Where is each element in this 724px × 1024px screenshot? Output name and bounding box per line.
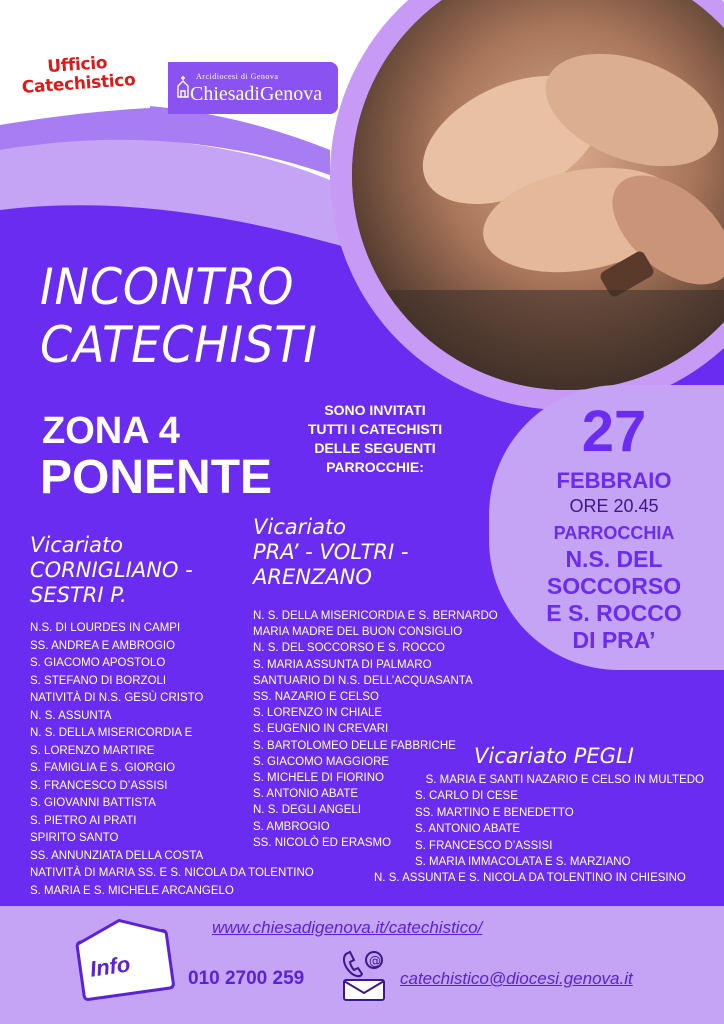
list-item: S. FRANCESCO D’ASSISI xyxy=(415,839,553,852)
list-item: N. S. DEL SOCCORSO E S. ROCCO xyxy=(253,642,445,655)
list-item: SS. ANNUNZIATA DELLA COSTA xyxy=(30,849,204,862)
list-item: S. FAMIGLIA E S. GIORGIO xyxy=(30,762,176,774)
list-item: N. S. ASSUNTA E S. NICOLA DA TOLENTINO IN CHIESINO xyxy=(374,872,686,885)
list-item: SS. ANDREA E AMBROGIO xyxy=(30,639,176,652)
list-item: SS. NICOLÒ ED ERASMO xyxy=(253,836,392,849)
list-item: MARIA MADRE DEL BUON CONSIGLIO xyxy=(253,626,463,639)
list-item: S. MARIA ASSUNTA DI PALMARO xyxy=(253,658,432,671)
event-day: 27 xyxy=(581,399,647,464)
vicariate-title-pegli xyxy=(474,744,634,769)
list-item: S. MARIA E SANTI NAZARIO E CELSO IN MULTEDO xyxy=(425,774,704,786)
list-item: SS. MARTINO E BENEDETTO xyxy=(415,806,574,819)
place-line: E S. ROCCO xyxy=(546,600,682,626)
list-item: N.S. DI LOURDES IN CAMPI xyxy=(30,622,181,634)
invitation-line: SONO INVITATI xyxy=(324,402,426,418)
vicariate-title-line: Vicariato PEGLI xyxy=(474,744,634,768)
svg-text:@: @ xyxy=(369,954,381,968)
event-month: FEBBRAIO xyxy=(556,468,672,493)
place-line: N.S. DEL xyxy=(565,546,663,572)
vicariate-title-pra xyxy=(253,515,408,590)
list-item: S. GIOVANNI BATTISTA xyxy=(30,797,156,809)
place-line: SOCCORSO xyxy=(546,573,682,599)
list-item: N. S. ASSUNTA xyxy=(30,709,112,722)
list-item: S. CARLO DI CESE xyxy=(415,790,518,803)
area-label: PONENTE xyxy=(40,451,273,504)
list-item: S. MARIA E S. MICHELE ARCANGELO xyxy=(30,884,234,897)
list-item: SANTUARIO DI N.S. DELL’ACQUASANTA xyxy=(253,674,473,687)
list-item: NATIVITÀ DI N.S. GESÙ CRISTO xyxy=(30,692,204,704)
contact-icon xyxy=(340,948,388,1004)
event-place xyxy=(489,546,724,654)
event-title xyxy=(40,258,318,374)
list-item: S. STEFANO DI BORZOLI xyxy=(30,674,167,687)
list-item: S. LORENZO MARTIRE xyxy=(30,744,155,757)
list-item: SS. NAZARIO E CELSO xyxy=(253,691,379,704)
invitation-line: PARROCCHIE: xyxy=(326,459,424,475)
list-item: N. S. DEGLI ANGELI xyxy=(253,804,362,817)
list-item: S. PIETRO AI PRATI xyxy=(30,814,137,827)
email-link[interactable]: catechistico@diocesi.genova.it xyxy=(400,969,633,988)
title-line1: INCONTRO xyxy=(40,258,295,316)
list-item: S. MICHELE DI FIORINO xyxy=(253,772,384,785)
vicariate-title-cornigliano xyxy=(30,533,193,608)
list-item: S. ANTONIO ABATE xyxy=(253,788,359,801)
title-line2: CATECHISTI xyxy=(40,316,318,374)
list-item: S. GIACOMO MAGGIORE xyxy=(253,755,390,768)
diocese-logo xyxy=(168,62,338,114)
list-item: S. LORENZO IN CHIALE xyxy=(253,707,383,720)
list-item: NATIVITÀ DI MARIA SS. E S. NICOLA DA TOLENTINO xyxy=(30,867,314,879)
list-item: S. BARTOLOMEO DELLE FABBRICHE xyxy=(253,739,456,752)
logo-title: ChiesadiGenova xyxy=(190,83,323,105)
list-item: S. ANTONIO ABATE xyxy=(415,823,521,836)
vicariate-title-line: Vicariato xyxy=(30,533,124,557)
office-line2: Catechistico xyxy=(21,70,137,98)
phone-number: 010 2700 259 xyxy=(188,968,305,989)
list-item: S. FRANCESCO D’ASSISI xyxy=(30,779,168,792)
list-item: SPIRITO SANTO xyxy=(30,832,119,844)
vicariate-title-line: CORNIGLIANO - xyxy=(30,558,193,582)
list-item: S. MARIA IMMACOLATA E S. MARZIANO xyxy=(415,856,631,869)
event-place-label: PARROCCHIA xyxy=(553,523,675,543)
list-item: N. S. DELLA MISERICORDIA E xyxy=(30,727,193,739)
zone-label: ZONA 4 xyxy=(42,410,180,452)
website-link[interactable]: www.chiesadigenova.it/catechistico/ xyxy=(212,918,483,937)
vicariate-title-line: Vicariato xyxy=(253,515,347,539)
list-item: N. S. DELLA MISERICORDIA E S. BERNARDO xyxy=(253,610,498,622)
vicariate-title-line: PRA’ - VOLTRI - xyxy=(253,540,409,564)
info-label: Info xyxy=(88,951,132,982)
parish-list-pegli xyxy=(374,772,704,887)
invitation-line: TUTTI I CATECHISTI xyxy=(307,421,443,437)
list-item: S. GIACOMO APOSTOLO xyxy=(30,657,166,669)
event-time: ORE 20.45 xyxy=(569,496,659,516)
vicariate-title-line: ARENZANO xyxy=(253,565,372,589)
place-line: DI PRA’ xyxy=(572,627,656,653)
invitation-line: DELLE SEGUENTI xyxy=(314,440,436,456)
office-line1: Ufficio xyxy=(46,52,108,78)
list-item: S. EUGENIO IN CREVARI xyxy=(253,723,389,736)
list-item: S. AMBROGIO xyxy=(253,820,330,833)
invitation-text xyxy=(300,401,450,477)
logo-subtitle: Arcidiocesi di Genova xyxy=(196,72,279,81)
vicariate-title-line: SESTRI P. xyxy=(30,583,127,607)
